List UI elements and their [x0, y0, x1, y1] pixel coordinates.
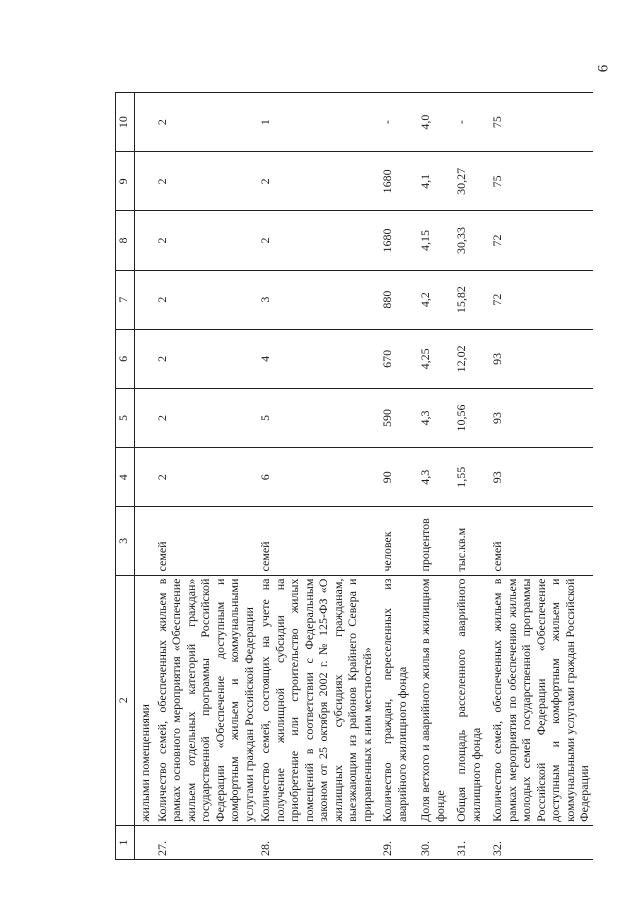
continuation-text: жилыми помещениями	[135, 575, 154, 825]
header-cell-7: 7	[116, 270, 135, 329]
continuation-row	[135, 93, 154, 860]
value-col5: 4,3	[417, 388, 453, 447]
value-col10: 4,0	[417, 93, 453, 152]
header-cell-5: 5	[116, 388, 135, 447]
value-col7: 4,2	[417, 270, 453, 329]
value-col5: 590	[379, 388, 417, 447]
table-row-28	[257, 93, 379, 860]
value-col6: 12,02	[453, 329, 489, 388]
value-col5: 93	[489, 388, 593, 447]
value-col4: 90	[379, 448, 417, 507]
indicator-name: Количество семей, обеспеченных жильем в рамках основного мероприятия «Обеспечение жильем отдельных категорий граждан» государственной программы Российской Федерации «Обеспечение доступным и комфортным жильем и коммунальными услугами граждан Российской Федерации	[154, 575, 258, 825]
value-col8: 4,15	[417, 211, 453, 270]
table-row-29	[379, 93, 417, 860]
row-index: 27.	[154, 825, 258, 859]
value-col8: 2	[257, 211, 379, 270]
value-col8: 2	[154, 211, 258, 270]
value-col10: 75	[489, 93, 593, 152]
header-cell-6: 6	[116, 329, 135, 388]
value-col4: 6	[257, 448, 379, 507]
header-cell-2: 2	[116, 575, 135, 825]
value-col10: 1	[257, 93, 379, 152]
value-col9: 2	[154, 152, 258, 211]
unit-cell: семей	[257, 507, 379, 575]
value-col9: 75	[489, 152, 593, 211]
unit-cell: человек	[379, 507, 417, 575]
value-col8: 30,33	[453, 211, 489, 270]
table-row-27	[154, 93, 258, 860]
indicator-name: Количество граждан, переселенных из аварийного жилищного фонда	[379, 575, 417, 825]
unit-cell: семей	[154, 507, 258, 575]
value-col4: 1,55	[453, 448, 489, 507]
value-col5: 5	[257, 388, 379, 447]
value-col9: 30,27	[453, 152, 489, 211]
indicator-name: Доля ветхого и аварийного жилья в жилищном фонде	[417, 575, 453, 825]
value-col9: 2	[257, 152, 379, 211]
header-row	[116, 93, 135, 860]
header-cell-10: 10	[116, 93, 135, 152]
header-cell-3: 3	[116, 507, 135, 575]
header-cell-4: 4	[116, 448, 135, 507]
table-row-30	[417, 93, 453, 860]
row-index: 28.	[257, 825, 379, 859]
value-col10: 2	[154, 93, 258, 152]
value-col7: 2	[154, 270, 258, 329]
value-col7: 3	[257, 270, 379, 329]
header-cell-1: 1	[116, 825, 135, 859]
value-col6: 670	[379, 329, 417, 388]
value-col7: 15,82	[453, 270, 489, 329]
value-col7: 72	[489, 270, 593, 329]
indicator-name: Общая площадь расселенного аварийного жилищного фонда	[453, 575, 489, 825]
indicators-table	[115, 92, 593, 860]
value-col4: 2	[154, 448, 258, 507]
unit-cell: процентов	[417, 507, 453, 575]
value-col6: 4	[257, 329, 379, 388]
rotated-table-container	[115, 92, 591, 860]
value-col9: 4,1	[417, 152, 453, 211]
value-col10: -	[453, 93, 489, 152]
row-index: 29.	[379, 825, 417, 859]
unit-cell: тыс.кв.м	[453, 507, 489, 575]
value-col9: 1680	[379, 152, 417, 211]
header-cell-9: 9	[116, 152, 135, 211]
indicator-name: Количество семей, состоящих на учете на получение жилищной субсидии на приобретение или строительство жилых помещений в соответствии с Федеральным законом от 25 октября 2002 г. № 125-ФЗ «О жилищных субсидиях гражданам, выезжающим из районов Крайнего Севера и приравненных к ним местностей»	[257, 575, 379, 825]
value-col4: 93	[489, 448, 593, 507]
header-cell-8: 8	[116, 211, 135, 270]
value-col8: 72	[489, 211, 593, 270]
unit-cell: семей	[489, 507, 593, 575]
indicator-name: Количество семей, обеспеченных жильем в рамках мероприятия по обеспечению жильем молодых семей государственной программы Российской Федерации «Обеспечение доступным и комфортным жильем и коммунальными услугами граждан Российской Федерации	[489, 575, 593, 825]
value-col5: 2	[154, 388, 258, 447]
value-col10: -	[379, 93, 417, 152]
row-index: 30.	[417, 825, 453, 859]
value-col6: 93	[489, 329, 593, 388]
value-col8: 1680	[379, 211, 417, 270]
row-index: 31.	[453, 825, 489, 859]
value-col5: 10,56	[453, 388, 489, 447]
value-col4: 4,3	[417, 448, 453, 507]
table-row-32	[489, 93, 593, 860]
table-row-31	[453, 93, 489, 860]
value-col7: 880	[379, 270, 417, 329]
page-number: 6	[595, 64, 612, 73]
value-col6: 4,25	[417, 329, 453, 388]
value-col6: 2	[154, 329, 258, 388]
row-index: 32.	[489, 825, 593, 859]
